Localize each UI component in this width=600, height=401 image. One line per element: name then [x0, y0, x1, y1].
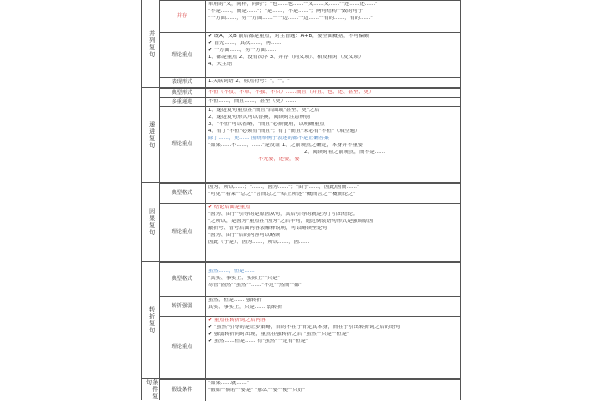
- row-content: [208, 34, 457, 69]
- row-coexist: [159, 0, 460, 33]
- content-line: 其实、事实上，只是…… 弱转折: [208, 305, 283, 310]
- content-line: ✔ 既A，又B 前后都是重点，对主旨题：A+B，要全面概括，不可偏颇: [208, 34, 370, 39]
- row-content: [208, 108, 457, 164]
- content-line: "因为、由于"后的内容可以略读: [208, 233, 281, 238]
- row-label: 理论重点: [159, 317, 206, 379]
- content-line: "一方面……，另一方面……""一边……一边……""有的……，有的……": [208, 16, 373, 21]
- content-line: ✔ 首先……，其次……，再……: [208, 41, 282, 46]
- row-label: 理论重点: [159, 204, 206, 262]
- row-content: [208, 269, 457, 290]
- content-line: ✔ 一方面……，另一方面……: [208, 48, 277, 53]
- content-line: ✔ "虽然"引导的是让步策略，目的不在于肯定其本身，而在于引出转折词之后的语句: [208, 325, 401, 330]
- content-line: 虽然、但是…… 强转折: [208, 298, 262, 303]
- row-label: 理论重点: [159, 107, 206, 183]
- row-content: [208, 298, 457, 312]
- row-content: [208, 318, 457, 346]
- row-theory: [159, 203, 460, 262]
- grammar-reference-table: [141, 0, 461, 400]
- row-theory: [159, 106, 460, 183]
- section-progressive: [142, 88, 460, 183]
- content-line: ✔ 虽然……但是…… 有"虽然"一定有"但是": [208, 339, 309, 344]
- row-label: 表现形式: [159, 78, 206, 88]
- row-content: [208, 79, 457, 86]
- row-strength: [159, 296, 460, 317]
- row-content: [208, 205, 457, 247]
- content-line: "之所以，是因为"重点在"因为"之后半句，通过倒装语句形式是强调原因: [208, 219, 374, 224]
- row-label: 典型格式: [159, 263, 206, 297]
- section-conditional: [142, 379, 460, 400]
- content-line: "如果……就……": [208, 381, 250, 386]
- content-line: "其实、事实上、实际上""只是": [208, 276, 280, 281]
- row-label: 并存: [159, 1, 206, 33]
- content-line: ✔ 强弱转折同时出现，重点在强转折之后 "虽然""只是""但是": [208, 332, 350, 337]
- content-line: "假如""倘若""要是" "那么""要""便""只好": [208, 388, 306, 393]
- section-label: 递进复句: [142, 88, 160, 182]
- row-content: [208, 185, 457, 199]
- content-line: 不但……，而且……，甚至（更）……: [208, 99, 297, 104]
- content-line: 虽然……，但是……: [208, 269, 255, 274]
- section-causal: [142, 183, 460, 262]
- row-label: 多重递进: [159, 98, 206, 107]
- content-line: 不但（不仅、不单、不独、不只）……而且（并且、也、还、甚至、更）: [208, 90, 375, 95]
- content-line: "因为、由于"引导的是原因从句，其后引导的就是为了引出结论。: [208, 212, 359, 217]
- content-line: 蔽折号、冒号后面内容表解释说明，可以略读至论句: [208, 226, 328, 231]
- row-content: [208, 2, 457, 23]
- row-content: [208, 99, 457, 106]
- row-content: [208, 90, 457, 97]
- content-line: ✔ 结论后面是重点: [208, 205, 251, 210]
- row-label: 假设条件: [159, 380, 206, 401]
- content-line: "不是……，而是……"；"是……，不是……"；两句结构一致的句子: [208, 9, 363, 14]
- content-line: 1、递进复句重点在"而且"后面或"甚至、更"之后: [208, 108, 320, 113]
- row-theory: [159, 316, 460, 379]
- row-label: 典型形式: [159, 89, 206, 98]
- content-line: "可见""看来""总之""言而总之""综上所述""概而言之""概而论之": [208, 192, 356, 197]
- row-content: [208, 381, 457, 395]
- content-line: 4、有了"不但"必须有"而且"；有了"而且"未必有"不但"（填空题）: [208, 129, 361, 134]
- section-parallel: [142, 0, 460, 88]
- section-label: 并列复句: [142, 0, 160, 87]
- content-line: 4、大主语: [208, 62, 233, 67]
- content-line: 1、都是重点 2、没有次序 3、并存（同义项）、相反相对（反义项）: [208, 55, 364, 60]
- row-label: 转折强弱: [159, 297, 206, 317]
- content-line: "如果……不……，……"是反证 1、之前观点之确定，本身并不重要: [208, 143, 363, 148]
- content-line: 不光要，还要，要: [258, 157, 300, 162]
- row-typical: [159, 183, 460, 204]
- row-hypothesis: [159, 379, 460, 401]
- content-line: 2、递进复句形式可以替换，阅读时注意辨别: [208, 115, 310, 120]
- content-line: ✔ 重点在转折词之后内容: [208, 318, 266, 323]
- row-typical: [159, 262, 460, 297]
- row-label: 理论重点: [159, 33, 206, 78]
- content-line: 单用的"又，同样，同时"；"也……也……""又……又……""还……还……": [208, 2, 378, 7]
- row-label: 典型格式: [159, 184, 206, 204]
- section-label: 转折复句: [142, 262, 160, 378]
- row-theory: [159, 32, 460, 78]
- content-line: 尽管"固然""虽然""……"不过""然而""都": [208, 283, 302, 288]
- content-line: 2、阅读时看之前观点，而不是……: [304, 150, 386, 155]
- content-line: 3、"不但"可以省略，"而且"必须使用，以明确重点: [208, 122, 325, 127]
- section-label: 条件复句: [142, 379, 160, 400]
- content-line: 1.关联词语 2、标点符号："，""。": [208, 79, 290, 84]
- content-line: 因此（于是）、因为……，所以……，因……: [208, 240, 310, 245]
- section-label: 因果复句: [142, 183, 160, 261]
- section-adversative: [142, 262, 460, 379]
- row-form: [159, 77, 460, 88]
- content-line: 除了……，更…… 围绕举例子表述的都不是正确答案: [208, 136, 329, 141]
- content-line: 因为、所以……；"……，因为……"；"由于……，因此/因而……": [208, 185, 360, 190]
